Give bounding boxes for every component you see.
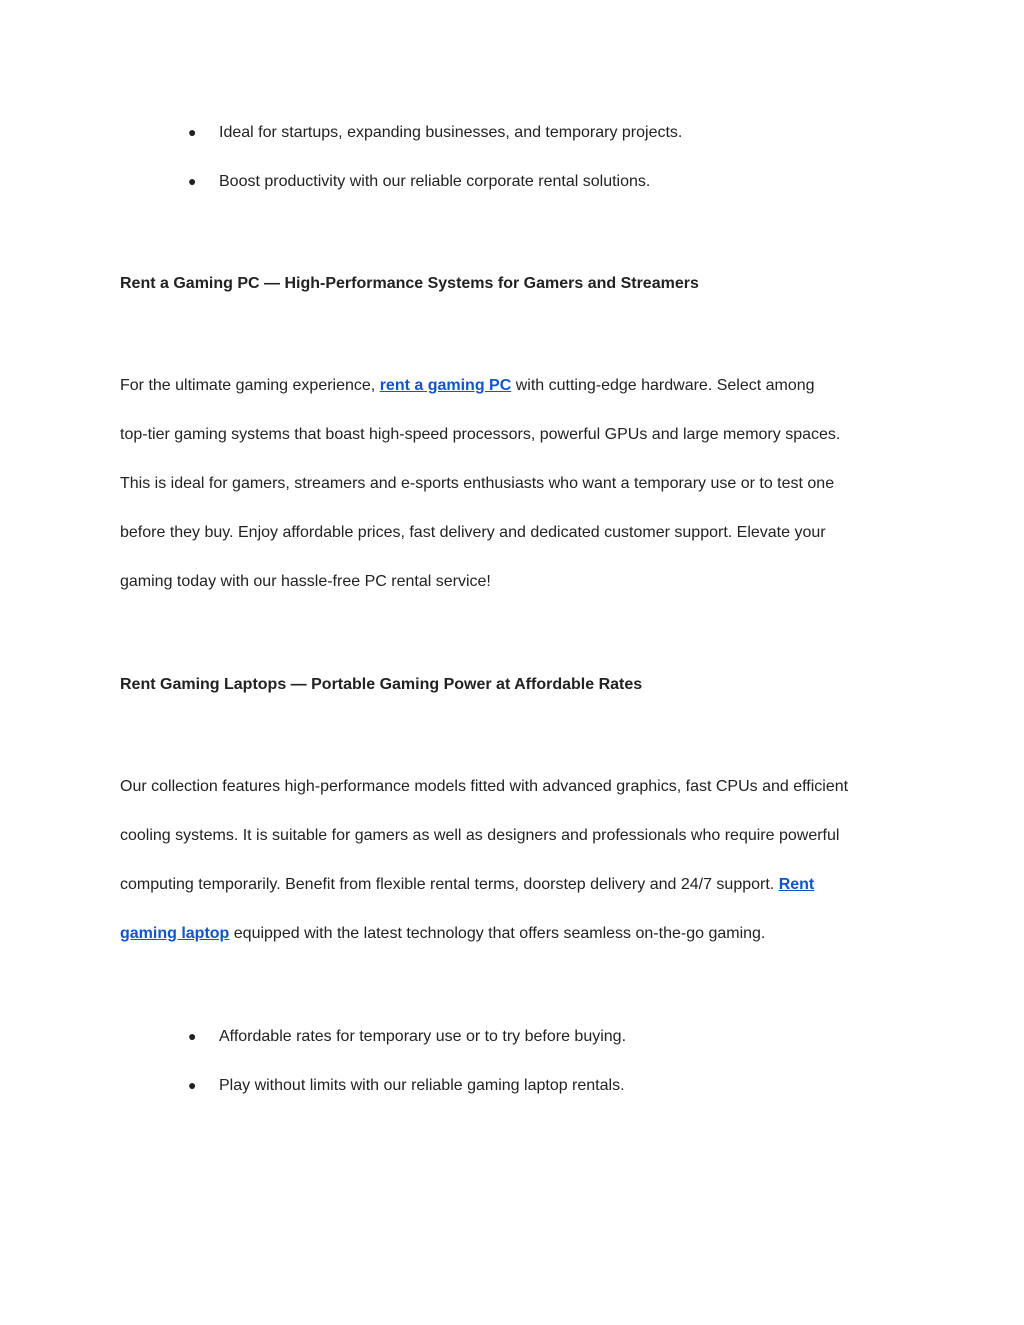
- list-item-text: Ideal for startups, expanding businesses, and temporary projects.: [219, 124, 683, 141]
- list-item-text: Play without limits with our reliable gaming laptop rentals.: [219, 1077, 625, 1094]
- paragraph-text: For the ultimate gaming experience,: [120, 377, 380, 394]
- list-item: [188, 1075, 625, 1096]
- rent-gaming-pc-link[interactable]: rent a gaming PC: [379, 377, 512, 394]
- paragraph-line: before they buy. Enjoy affordable prices, fast delivery and dedicated customer support. Elevate your: [120, 524, 826, 541]
- bullet-icon: ●: [188, 173, 197, 189]
- paragraph-line: cooling systems. It is suitable for gamers as well as designers and professionals who require powerful: [120, 827, 840, 844]
- list-item: [188, 171, 650, 192]
- list-item: [188, 1026, 626, 1047]
- list-item-text: Boost productivity with our reliable corporate rental solutions.: [219, 173, 651, 190]
- bullet-icon: ●: [188, 1028, 197, 1044]
- paragraph-line: [120, 376, 815, 396]
- bullet-icon: ●: [188, 1077, 197, 1093]
- bullet-icon: ●: [188, 124, 197, 140]
- list-item: [188, 122, 682, 143]
- paragraph-line: top-tier gaming systems that boast high-speed processors, powerful GPUs and large memory spaces.: [120, 426, 841, 443]
- rent-gaming-laptop-link[interactable]: gaming laptop: [120, 925, 230, 942]
- paragraph-line: [120, 875, 814, 895]
- list-item-text: Affordable rates for temporary use or to try before buying.: [219, 1028, 627, 1045]
- paragraph-line: Our collection features high-performance models fitted with advanced graphics, fast CPUs and efficient: [120, 778, 849, 795]
- section-heading-gaming-laptops: Rent Gaming Laptops — Portable Gaming Power at Affordable Rates: [120, 676, 643, 693]
- paragraph-text: equipped with the latest technology that offers seamless on-the-go gaming.: [229, 925, 766, 942]
- paragraph-line: gaming today with our hassle-free PC rental service!: [120, 573, 491, 590]
- paragraph-text: with cutting-edge hardware. Select among: [511, 377, 815, 394]
- section-heading-gaming-pc: Rent a Gaming PC — High-Performance Systems for Gamers and Streamers: [120, 275, 699, 292]
- paragraph-text: computing temporarily. Benefit from flexible rental terms, doorstep delivery and 24/7 support.: [120, 876, 779, 893]
- paragraph-line: [120, 924, 765, 944]
- rent-gaming-laptop-link[interactable]: Rent: [778, 876, 815, 893]
- paragraph-line: This is ideal for gamers, streamers and e-sports enthusiasts who want a temporary use or to test one: [120, 475, 835, 492]
